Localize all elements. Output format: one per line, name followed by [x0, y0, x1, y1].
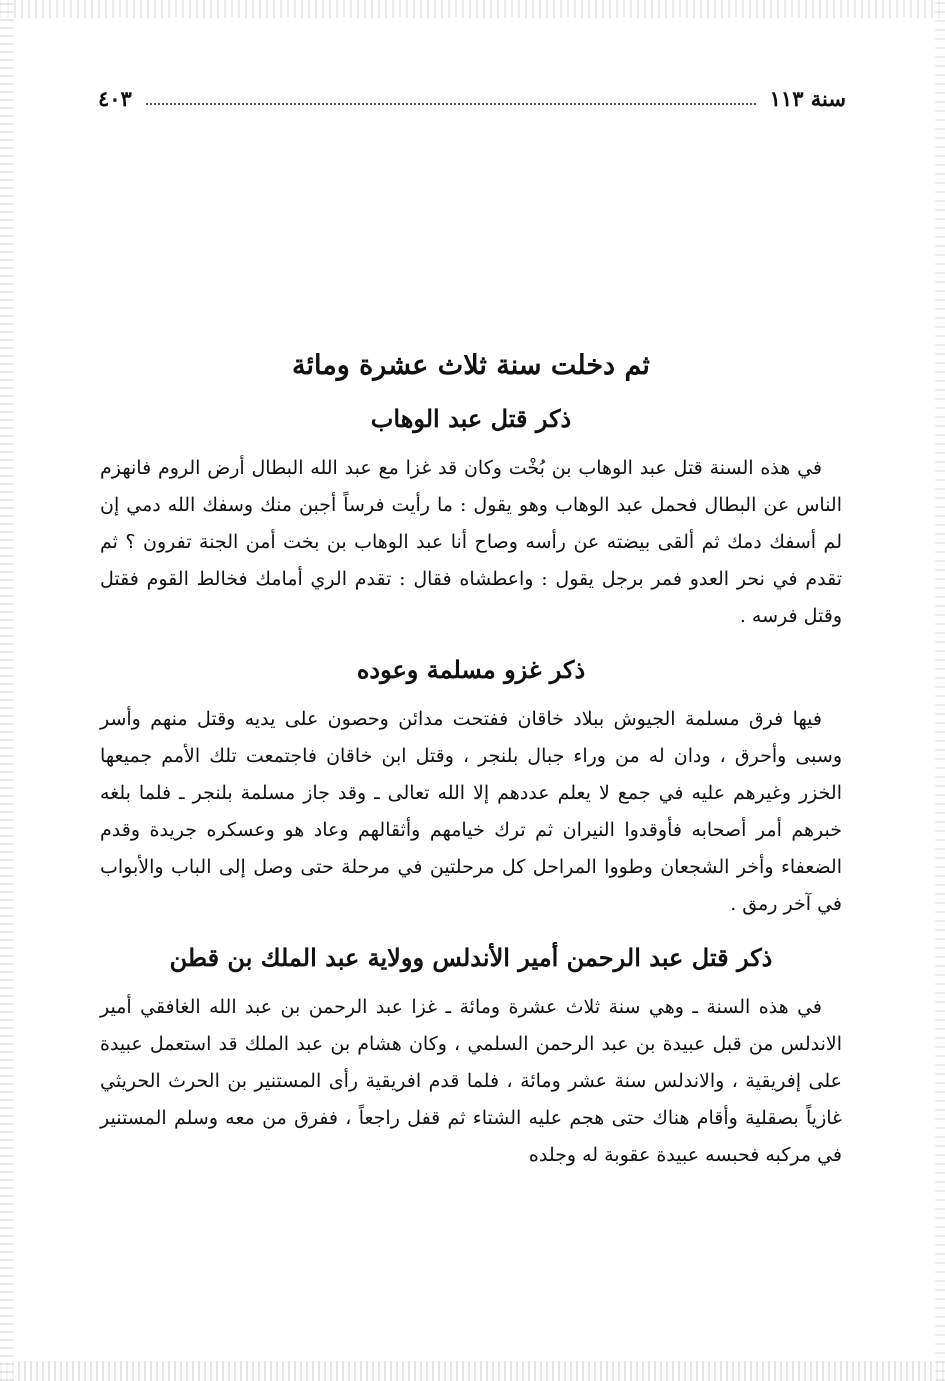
- scan-edge-right: [935, 0, 945, 1381]
- section-maslama: [100, 643, 842, 923]
- section-paragraph: في هذه السنة ـ وهي سنة ثلاث عشرة ومائة ـ غزا عبد الرحمن بن عبد الله الغافقي أمير الاندلس من قبل عبيدة بن عبد الرحمن السلمي ، وكان هشام بن عبد الملك قد استعمل عبيدة على إفريقية ، والاندلس سنة عشر ومائة ، فلما قدم افريقية رأى المستنير بن الحرث الحريثي غازياً بصقلية وأقام هناك حتى هجم عليه الشتاء ثم قفل راجعاً ، ففرق من معه وسلم المستنير في مركبه فحبسه عبيدة عقوبة له وجلده: [100, 996, 842, 1166]
- section-heading: ذكر قتل عبد الوهاب: [370, 404, 572, 433]
- page-header: [98, 78, 846, 118]
- section-heading: ذكر قتل عبد الرحمن أمير الأندلس وولاية عبد الملك بن قطن: [169, 943, 773, 972]
- scan-edge-top: [0, 0, 945, 18]
- scan-edge-left: [0, 0, 14, 1381]
- section-paragraph: فيها فرق مسلمة الجيوش ببلاد خاقان ففتحت مدائن وحصون على يديه وقتل منهم وأسر وسبى وأحرق ، ودان له من وراء جبال بلنجر ، وقتل ابن خاقان فاجتمعت تلك الأمم جميعها الخزر وغيرهم عليه في جمع لا يعلم عددهم إلا الله تعالى ـ وقد جاز مسلمة بلنجر ـ فلما بلغه خبرهم أمر أصحابه فأوقدوا النيران ثم ترك خيامهم وأثقالهم وعاد هو وعسكره جريدة وقدم الضعفاء وأخر الشجعان وطووا المراحل كل مرحلتين في مرحلة حتى وصل إلى الباب والأبواب في آخر رمق .: [100, 708, 842, 915]
- section-abd-al-wahhab: [100, 392, 842, 635]
- running-head: سنة ١١٣: [769, 85, 846, 111]
- header-dotted-leader: [146, 103, 756, 105]
- section-paragraph: في هذه السنة قتل عبد الوهاب بن بُخْت وكان قد غزا مع عبد الله البطال أرض الروم فانهزم الناس عن البطال فحمل عبد الوهاب وهو يقول : ما رأيت فرساً أجبن منك وسفك الله دمي إن لم أسفك دمك ثم ألقى بيضته عن رأسه وصاح أنا عبد الوهاب بن بخت أمن الجنة تفرون ؟ ثم تقدم في نحر العدو فمر برجل يقول : واعطشاه فقال : تقدم الري أمامك فخالط القوم فقتل وقتل فرسه .: [100, 457, 842, 627]
- page-body: [100, 340, 842, 1182]
- chapter-title: ثم دخلت سنة ثلاث عشرة ومائة: [292, 350, 650, 381]
- scan-edge-bottom: [0, 1361, 945, 1381]
- section-heading: ذكر غزو مسلمة وعوده: [356, 655, 586, 684]
- section-abd-al-rahman: [100, 931, 842, 1174]
- page-number: ٤٠٣: [98, 85, 132, 111]
